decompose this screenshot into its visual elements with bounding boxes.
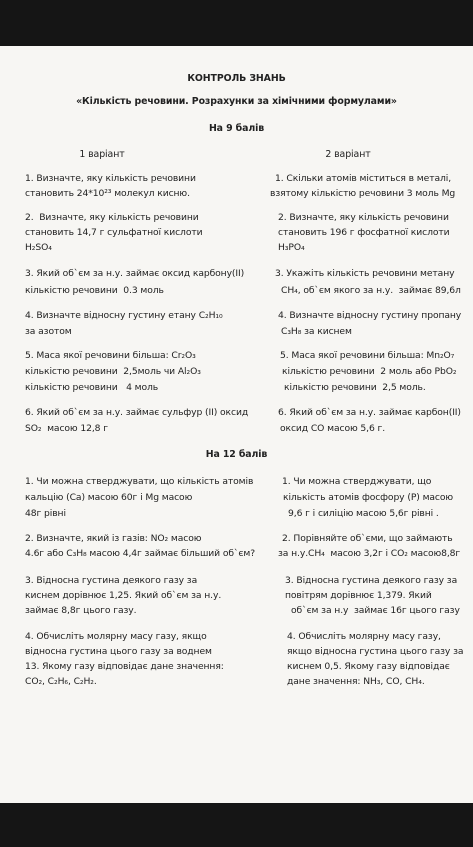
- page-title: КОНТРОЛЬ ЗНАНЬ: [187, 73, 286, 84]
- task-line: якщо відносна густина цього газу за: [287, 646, 464, 657]
- task-line: 3. Відносна густина деякого газу за: [25, 575, 198, 586]
- task-line: становить 14,7 г сульфатної кислоти: [25, 227, 203, 238]
- task-line: 1. Чи можна стверджувати, що кількість атомів: [25, 476, 254, 487]
- task-line: 3. Який об`єм за н.у. займає оксид карбону(II): [25, 268, 245, 279]
- task-line: H₃PO₄: [278, 242, 305, 253]
- task-line: 13. Якому газу відповідає дане значення:: [25, 661, 224, 672]
- task-line: становить 196 г фосфатної кислоти: [278, 227, 450, 238]
- task-line: 2. Визначте, який із газів: NO₂ масою: [25, 533, 202, 544]
- task-line: кількістю речовини 2 моль або PbO₂: [282, 366, 457, 377]
- task-line: за азотом: [25, 326, 72, 337]
- task-line: оксид CO масою 5,6 г.: [280, 423, 386, 434]
- task-line: C₃H₈ за киснем: [281, 326, 352, 337]
- task-line: дане значення: NH₃, CO, CH₄.: [287, 676, 425, 687]
- task-line: 3. Укажіть кількість речовини метану: [275, 268, 455, 279]
- task-line: кількістю речовини 2,5моль чи Al₂O₃: [25, 366, 201, 377]
- worksheet-page: [0, 46, 473, 803]
- task-line: киснем 0,5. Якому газу відповідає: [287, 661, 450, 672]
- task-line: 3. Відносна густина деякого газу за: [285, 575, 458, 586]
- task-line: 4.6г або C₃H₈ масою 4,4г займає більший об`єм?: [25, 548, 255, 559]
- task-line: 1. Чи можна стверджувати, що: [282, 476, 432, 487]
- top-dark-band: [0, 0, 473, 46]
- task-line: займає 8,8г цього газу.: [25, 605, 137, 616]
- task-line: 2. Визначте, яку кількість речовини: [278, 212, 449, 223]
- task-line: 4. Обчисліть молярну масу газу, якщо: [25, 631, 207, 642]
- task-line: H₂SO₄: [25, 242, 52, 253]
- task-line: повітрям дорівнює 1,379. Який: [285, 590, 432, 601]
- variant-2-label: 2 варіант: [325, 149, 371, 160]
- task-line: 4. Обчисліть молярну масу газу,: [287, 631, 441, 642]
- task-line: кількістю речовини 4 моль: [25, 382, 159, 393]
- task-line: об`єм за н.у займає 16г цього газу: [291, 605, 460, 616]
- task-line: за н.у.CH₄ масою 3,2г і CO₂ масою8,8г: [278, 548, 461, 559]
- task-line: 48г рівні: [25, 508, 66, 519]
- task-line: 1. Визначте, яку кількість речовини: [25, 173, 196, 184]
- task-line: 5. Маса якої речовини більша: Cr₂O₃: [25, 350, 196, 361]
- task-line: кількістю речовини 2,5 моль.: [284, 382, 426, 393]
- task-line: CO₂, C₂H₆, C₂H₂.: [25, 676, 97, 687]
- page-subtitle: «Кількість речовини. Розрахунки за хімічними формулами»: [76, 96, 397, 107]
- task-line: CH₄, об`єм якого за н.у. займає 89,6л: [281, 285, 461, 296]
- task-line: 9,6 г і силіцію масою 5,6г рівні .: [288, 508, 439, 519]
- task-line: кількість атомів фосфору (P) масою: [283, 492, 454, 503]
- task-line: відносна густина цього газу за воднем: [25, 646, 212, 657]
- task-line: взятому кількістю речовини 3 моль Mg: [270, 188, 456, 199]
- task-line: кальцію (Ca) масою 60г і Mg масою: [25, 492, 193, 503]
- task-line: 4. Визначте відносну густину етану C₂H₁₀: [25, 310, 223, 321]
- task-line: SO₂ масою 12,8 г: [25, 423, 108, 434]
- task-line: киснем дорівнює 1,25. Який об`єм за н.у.: [25, 590, 222, 601]
- variant-1-label: 1 варіант: [79, 149, 125, 160]
- bottom-dark-band: [0, 803, 473, 847]
- task-line: 2. Порівняйте об`єми, що займають: [282, 533, 453, 544]
- task-line: 2. Визначте, яку кількість речовини: [25, 212, 199, 223]
- task-line: 4. Визначте відносну густину пропану: [278, 310, 462, 321]
- task-line: становить 24*10²³ молекул кисню.: [25, 188, 190, 199]
- task-line: 6. Який об`єм за н.у. займає карбон(II): [278, 407, 461, 418]
- task-line: 6. Який об`єм за н.у. займає сульфур (II) оксид: [25, 407, 249, 418]
- section-12-title: На 12 балів: [205, 449, 268, 460]
- section-9-title: На 9 балів: [208, 123, 265, 134]
- task-line: 5. Маса якої речовини більша: Mn₂O₇: [280, 350, 455, 361]
- task-line: 1. Скільки атомів міститься в металі,: [275, 173, 452, 184]
- task-line: кількістю речовини 0.3 моль: [25, 285, 164, 296]
